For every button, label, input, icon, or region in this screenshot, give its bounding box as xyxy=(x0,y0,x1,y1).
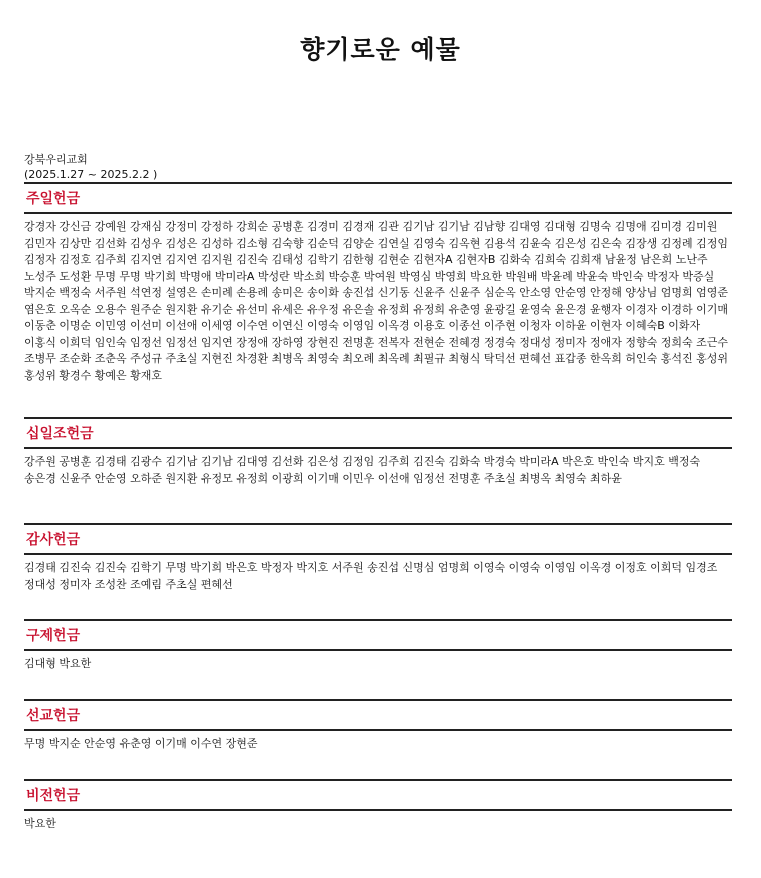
section-header xyxy=(24,523,732,555)
section-header xyxy=(24,779,732,811)
section-tithe-offering xyxy=(24,417,732,523)
donor-names: 강주원 공병훈 김경태 김광수 김기남 김기남 김대영 김선화 김은성 김정임 김주희 김진숙 김화숙 박경숙 박미라A 박은호 박인숙 박지호 백정숙 송은경 신윤주 안순영 오하준 원지환 유정모 유정희 이광희 이기매 이민우 이선애 임정선 전명훈 주초실 최병옥 최영숙 최하윤 xyxy=(24,455,701,485)
section-title: 주일헌금 xyxy=(26,191,81,207)
donor-names: 김대형 박요한 xyxy=(24,657,92,670)
donor-names: 무명 박지순 안순영 유춘영 이기매 이수연 장현준 xyxy=(24,737,258,750)
page-title: 향기로운 예물 xyxy=(300,35,461,64)
offering-sections xyxy=(24,182,732,846)
donor-names: 김경태 김진숙 김진숙 김학기 무명 박기희 박은호 박정자 박지호 서주원 송진섭 신명심 엄명희 이영숙 이영숙 이영임 이옥경 이정호 이희덕 임경조 정대성 정미자 조성찬 조예림 주초실 편혜선 xyxy=(24,561,718,591)
section-sunday-offering xyxy=(24,182,732,417)
section-header xyxy=(24,619,732,651)
section-relief-offering xyxy=(24,619,732,699)
church-name: 강북우리교회 xyxy=(24,153,88,166)
donor-names: 강경자 강신금 강예원 강재심 강정미 강정하 강희순 공병훈 김경미 김경재 김관 김기남 김기남 김남향 김대영 김대형 김명숙 김명애 김미경 김미원 김민자 김상만 김선화 김성우 김성은 김성하 김소형 김숙향 김순덕 김양순 김연실 김영숙 김옥현 김용석 김윤숙 김은성 김은숙 김장생 김정례 김정임 김정자 김정호 김주희 김지연 김지연 김지원 김진숙 김태성 김학기 김한형 김현순 김현자A 김현자B 김화숙 김희숙 김희재 남윤정 남은희 노난주 노성주 도성환 무명 무명 박기희 박명애 박미라A 박성란 박소희 박승훈 박여원 박영심 박영희 박요한 박원배 박윤례 박윤숙 박인숙 박정자 박증실 박지순 백정숙 서주원 석연정 설영은 손미례 손용례 송미은 송이화 송진섭 신기동 신윤주 신윤주 심순옥 안소영 안순영 안정해 양상님 엄명희 엄영준 염은호 오옥순 오용수 원주순 원지환 유기순 유선미 유세은 유우정 유은솔 유정희 유정희 유춘영 윤광길 윤영숙 윤은경 윤행자 이경자 이경하 이기매 이동춘 이명순 이민영 이선미 이선애 이세영 이수연 이연신 이영숙 이영임 이옥경 이용호 이종선 이주현 이청자 이하윤 이현자 이혜숙B 이화자 이홍식 이희덕 임인숙 임정선 임정선 임지연 장정애 장하영 장현진 전명훈 전복자 전현순 전혜경 정경숙 정대성 정미자 정애자 정향숙 정희숙 조근수 조병무 조순화 조춘옥 주성규 주초실 지현진 차경환 최병옥 최영숙 최오례 최옥례 최필규 최형식 탁덕선 편혜선 표갑종 한옥희 허인숙 홍석진 홍성위 홍성위 황경수 황예은 황재호 xyxy=(24,220,728,382)
section-vision-offering xyxy=(24,779,732,846)
section-mission-offering xyxy=(24,699,732,779)
section-header xyxy=(24,699,732,731)
section-title: 감사헌금 xyxy=(26,532,81,548)
section-header xyxy=(24,417,732,449)
section-title: 구제헌금 xyxy=(26,628,81,644)
church-info xyxy=(24,152,157,182)
section-thanksgiving-offering xyxy=(24,523,732,619)
section-title: 비전헌금 xyxy=(26,788,81,804)
section-header xyxy=(24,182,732,214)
report-period: (2025.1.27 ~ 2025.2.2 ) xyxy=(24,168,158,181)
section-title: 십일조헌금 xyxy=(26,426,94,442)
donor-names: 박요한 xyxy=(24,817,56,830)
section-title: 선교헌금 xyxy=(26,708,81,724)
